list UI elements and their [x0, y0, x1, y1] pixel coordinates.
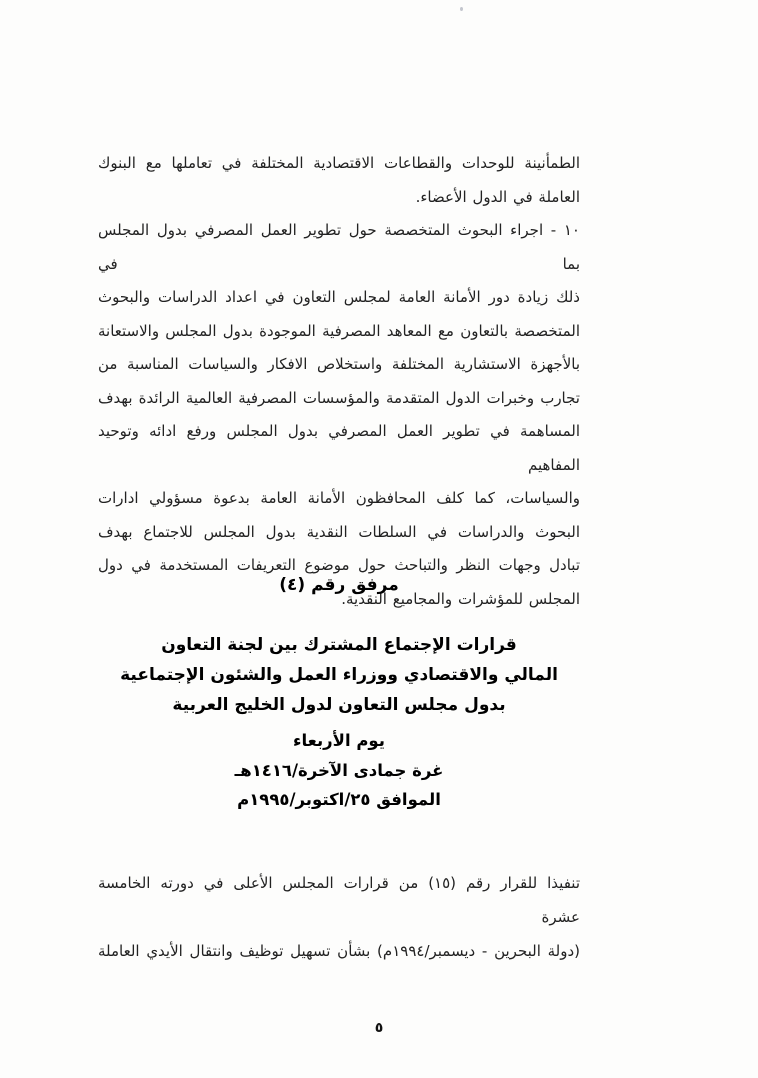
- resolution-title-line: بدول مجلس التعاون لدول الخليج العربية: [172, 695, 506, 715]
- page-number: ٥: [374, 1020, 384, 1036]
- body-line: المتخصصة بالتعاون مع المعاهد المصرفية الموجودة بدول المجلس والاستعانة: [98, 321, 580, 340]
- body-line: تبادل وجهات النظر والتباحث حول موضوع التعريفات المستخدمة في دول: [98, 556, 580, 574]
- weekday-line: يوم الأربعاء: [293, 731, 385, 750]
- closing-line: (دولة البحرين - ديسمبر/١٩٩٤م) بشأن تسهيل توظيف وانتقال الأيدي العاملة: [98, 942, 581, 960]
- body-line: تجارب وخبرات الدول المتقدمة والمؤسسات المصرفية العالمية الرائدة بهدف: [98, 388, 580, 407]
- attachment-number-heading: مرفق رقم (٤): [279, 575, 399, 595]
- closing-line: تنفيذا للقرار رقم (١٥) من قرارات المجلس الأعلى في دورته الخامسة عشرة: [98, 874, 580, 926]
- body-line: الطمأنينة للوحدات والقطاعات الاقتصادية المختلفة في تعاملها مع البنوك: [98, 154, 580, 172]
- body-line: المساهمة في تطوير العمل المصرفي بدول المجلس ورفع ادائه وتوحيد المفاهيم: [98, 422, 580, 474]
- body-text-block: [98, 147, 580, 616]
- resolution-title-line: قرارات الإجتماع المشترك بين لجنة التعاون: [161, 635, 517, 655]
- gregorian-date-line: الموافق ٢٥/اكتوبر/١٩٩٥م: [237, 790, 441, 809]
- scan-artifact: [460, 7, 463, 11]
- closing-paragraph-block: [98, 866, 580, 968]
- date-heading-block: [98, 726, 580, 815]
- body-line: والسياسات، كما كلف المحافظون الأمانة العامة بدعوة مسؤولي ادارات: [98, 489, 580, 507]
- body-line: بالأجهزة الاستشارية المختلفة واستخلاص الافكار والسياسات المناسبة من: [98, 355, 580, 373]
- attachment-heading-block: [98, 570, 580, 600]
- body-line: المجلس للمؤشرات والمجاميع النقدية.: [341, 589, 580, 608]
- body-line: البحوث والدراسات في السلطات النقدية بدول المجلس للاجتماع بهدف: [98, 522, 580, 541]
- numbered-item-line: ١٠ - اجراء البحوث المتخصصة حول تطوير العمل المصرفي بدول المجلس بما في: [98, 221, 580, 273]
- resolution-title-block: [98, 630, 580, 720]
- resolution-title-line: المالي والاقتصادي ووزراء العمل والشئون الإجتماعية: [120, 665, 558, 685]
- hijri-date-line: غرة جمادى الآخرة/١٤١٦هـ: [234, 760, 444, 780]
- body-line: العاملة في الدول الأعضاء.: [415, 187, 580, 206]
- body-line: ذلك زيادة دور الأمانة العامة لمجلس التعاون في اعداد الدراسات والبحوث: [98, 288, 580, 306]
